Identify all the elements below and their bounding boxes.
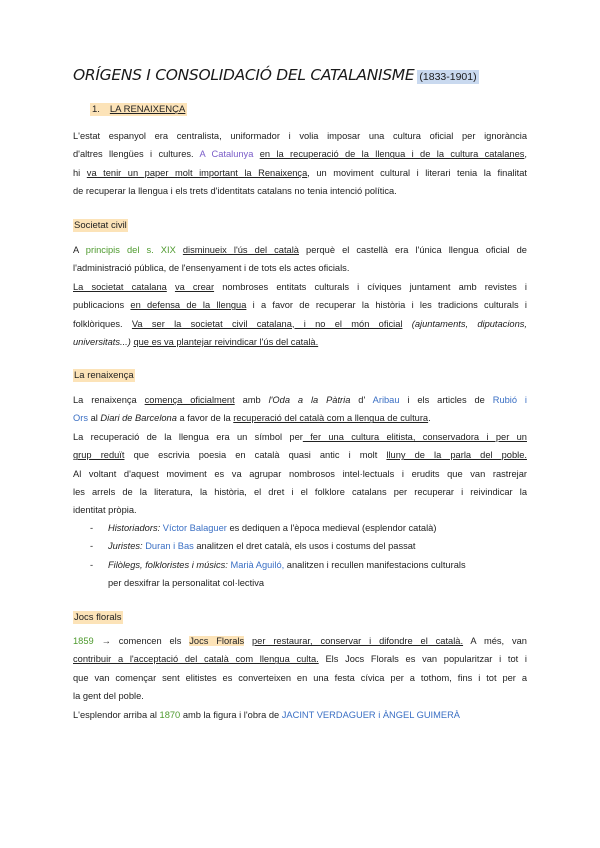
bullet-juristes: - Juristes: Duran i Bas analitzen el dret català, els usos i costums del passat — [90, 541, 416, 552]
jocs-line-1: 1859 → comencen els Jocs Florals per restaurar, conservar i difondre el català. A més, van — [73, 636, 527, 646]
intro-line-1: L'estat espanyol era centralista, uniformador i volia imposar una cultura oficial per ignorància — [73, 131, 527, 141]
civil-line-4: publicacions en defensa de la llengua i a favor de recuperar la història i les tradicions culturals i — [73, 300, 527, 311]
ren-line-5: Al voltant d'aquest moviment es va agrupar nombrosos intel·lectuals i erudits que van rastrejar — [73, 468, 527, 479]
bullet-filolegs: - Filòlegs, folkloristes i músics: Marià Aguiló, analitzen i recullen manifestacions culturals per desxifrar la personalitat col·lectiva — [90, 559, 466, 589]
heading-number: 1. — [92, 104, 100, 115]
heading-societat-civil: Societat civil — [74, 220, 127, 231]
civil-line-5: folklòriques. Va ser la societat civil catalana, i no el món oficial (ajuntaments, diputacions, — [73, 318, 527, 329]
civil-line-6: universitats...) que es va plantejar reivindicar l'ús del català. — [73, 336, 319, 347]
intro-line-2: d'altres llengües i cultures. A Catalunya en la recuperació de la llengua i de la cultura catalanes, — [73, 149, 527, 160]
jocs-line-2: contribuir a l'acceptació del català com llengua culta. Els Jocs Florals es van popularitzar i tot i — [73, 654, 527, 665]
jocs-line-3: que van començar sent elitistes es converteixen en una festa cívica per a tothom, fins i tot per a — [73, 672, 527, 683]
intro-line-4: de recuperar la llengua i els trets d'identitats catalans no tenia intenció política. — [73, 186, 397, 197]
jocs-line-4: la gent del poble. — [73, 691, 144, 702]
ren-line-3: La recuperació de la llengua era un símbol per fer una cultura elitista, conservadora i per un — [73, 431, 527, 442]
jocs-paragraph — [73, 632, 527, 724]
title-text: ORÍGENS I CONSOLIDACIÓ DEL CATALANISME — [73, 66, 415, 84]
page-title — [73, 66, 479, 85]
civil-line-2: l'administració pública, de l'ensenyament i de tots els actes oficials. — [73, 263, 350, 274]
ren-line-4: grup reduït que escrivia poesia en català quasi antic i molt lluny de la parla del poble. — [73, 450, 527, 461]
heading-la-renaixenca: La renaixença — [74, 370, 134, 381]
ren-line-7: identitat pròpia. — [73, 505, 137, 516]
intro-line-3: hi va tenir un paper molt important la Renaixença, un moviment cultural i literari tenia la finalitat — [73, 167, 527, 178]
heading-jocs-florals: Jocs florals — [74, 612, 122, 623]
title-years: (1833-1901) — [419, 71, 477, 83]
renaixenca-bullets — [90, 519, 527, 593]
ren-line-1: La renaixença comença oficialment amb l'Oda a la Pàtria d' Aribau i els articles de Rubió i — [73, 395, 527, 405]
heading-label: LA RENAIXENÇA — [109, 104, 186, 115]
civil-paragraph — [73, 241, 527, 351]
heading-renaixenca — [90, 104, 187, 115]
civil-line-3: La societat catalana va crear nombroses entitats culturals i cíviques juntament amb revistes i — [73, 281, 527, 292]
renaixenca-paragraph — [73, 391, 527, 520]
intro-paragraph — [73, 127, 527, 201]
ren-line-2: Ors al Diari de Barcelona a favor de la recuperació del català com a llengua de cultura. — [73, 413, 431, 424]
bullet-historiadors: - Historiadors: Víctor Balaguer es dediquen a l'època medieval (esplendor català) — [90, 523, 437, 533]
ren-line-6: les arrels de la literatura, la història, el dret i el folklore catalans per recuperar i reivindicar la — [73, 486, 527, 497]
civil-line-1: A principis del s. XIX disminueix l'ús del català perquè el castellà era l'única llengua oficial de — [73, 245, 527, 255]
jocs-line-5: L'esplendor arriba al 1870 amb la figura i l'obra de JACINT VERDAGUER i ÀNGEL GUIMERÀ — [73, 709, 461, 720]
